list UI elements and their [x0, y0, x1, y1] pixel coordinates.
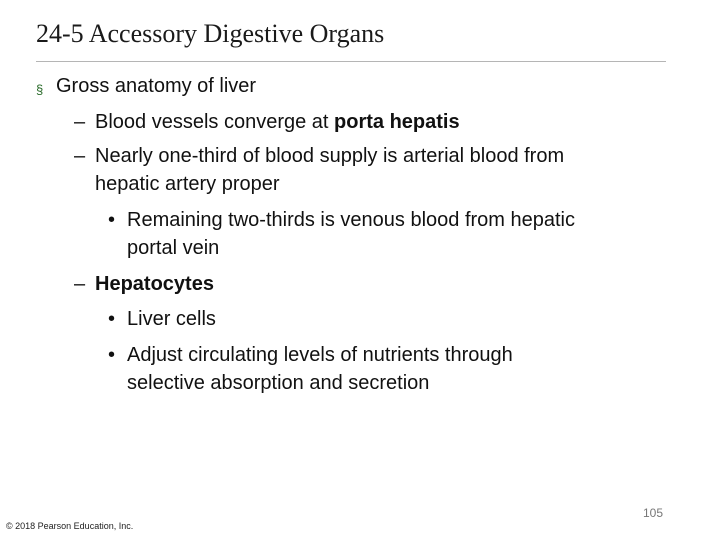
bullet-liver-cells: Liver cells [127, 308, 216, 330]
bold-term: porta hepatis [334, 111, 460, 133]
bullet-gross-anatomy: Gross anatomy of liver [56, 75, 257, 97]
bullet-arterial-line1: Nearly one-third of blood supply is arterial blood from [95, 145, 565, 167]
page-number: 105 [643, 506, 664, 520]
title-divider [36, 61, 666, 62]
bullet-text: Blood vessels converge at [95, 111, 335, 133]
dash-bullet-icon: – [74, 111, 86, 133]
dot-bullet-icon: • [108, 209, 116, 231]
dash-bullet-icon: – [74, 273, 86, 295]
bullet-blood-vessels [95, 108, 460, 136]
bullet-adjust-line1: Adjust circulating levels of nutrients through [127, 344, 513, 366]
bullet-hepatocytes: Hepatocytes [95, 273, 214, 295]
bullet-adjust-line2: selective absorption and secretion [127, 372, 430, 394]
bullet-venous-line2: portal vein [127, 237, 220, 259]
copyright-notice: © 2018 Pearson Education, Inc. [6, 521, 134, 531]
bullet-arterial-line2: hepatic artery proper [95, 173, 280, 195]
dash-bullet-icon: – [74, 145, 86, 167]
bullet-venous-line1: Remaining two-thirds is venous blood from hepatic [127, 209, 575, 231]
dot-bullet-icon: • [108, 344, 116, 366]
dot-bullet-icon: • [108, 308, 116, 330]
slide-title: 24-5 Accessory Digestive Organs [36, 19, 385, 48]
section-bullet-icon: § [36, 82, 44, 97]
